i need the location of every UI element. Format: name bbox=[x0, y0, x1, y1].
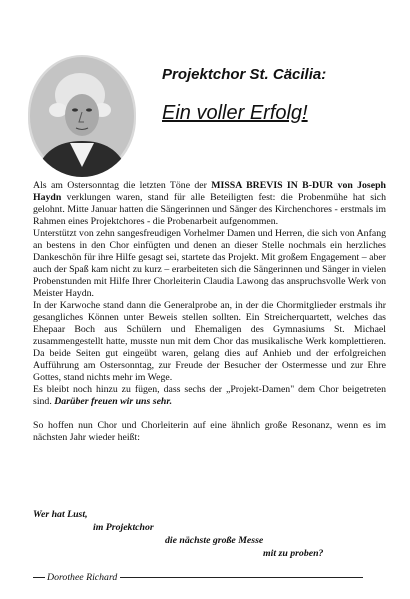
signature-rule-right bbox=[120, 577, 363, 578]
poem-line-2: im Projektchor bbox=[93, 522, 154, 533]
portrait-image bbox=[28, 55, 136, 177]
poem-line-1: Wer hat Lust, bbox=[33, 509, 88, 520]
emphasis-text: Darüber freuen wir uns sehr. bbox=[54, 396, 173, 407]
section-subtitle: Projektchor St. Cäcilia: bbox=[162, 66, 327, 83]
closing-poem bbox=[33, 508, 353, 560]
signature-line bbox=[33, 572, 363, 583]
paragraph-2: Unterstützt von zehn sangesfreudigen Vorhelmer Damen und Herren, die sich von Anfang an bestens in den Chor einfügten und denen an dieser Stelle nochmals ein herzliches Dankeschön für ihre Hilfe gesagt sei, startete das Projekt. Mit großem Engagement – aber auch der Spaß kam nicht zu kurz – erarbeiteten sich die Sängerinnen und Sänger in vielen Probenstunden mit Hilfe Ihrer Chorleiterin Claudia Lawong das anspruchsvolle Werk von Meister Haydn. bbox=[33, 228, 386, 299]
paragraph-4 bbox=[33, 384, 386, 408]
paragraph-1-start: Als am Ostersonntag die letzten Töne der bbox=[33, 180, 212, 191]
paragraph-1-end: verklungen waren, stand für alle Beteiligten fest: die Probenmühe hat sich gelohnt. Mitte Januar hatten die Sängerinnen und Sänger des Kirchenchores - erstmals im Rahmen eines Projektchores - die Probenarbeit aufgenommen. bbox=[33, 192, 386, 227]
signature-rule-left bbox=[33, 577, 45, 578]
article-body bbox=[33, 180, 386, 444]
paragraph-1 bbox=[33, 180, 386, 228]
work-title: MISSA BREVIS IN B-DUR von Joseph Haydn bbox=[33, 180, 386, 203]
spacer bbox=[33, 408, 386, 420]
author-name: Dorothee Richard bbox=[47, 572, 118, 583]
paragraph-5: So hoffen nun Chor und Chorleiterin auf eine ähnlich große Resonanz, wenn es im nächsten Jahr wieder heißt: bbox=[33, 420, 386, 443]
poem-line-4: mit zu proben? bbox=[263, 548, 324, 559]
paragraph-4-start: Es bleibt noch hinzu zu fügen, dass sechs der „Projekt-Damen" dem Chor beigetreten sind. bbox=[33, 384, 386, 407]
poem-line-3: die nächste große Messe bbox=[165, 535, 264, 546]
paragraph-3: In der Karwoche stand dann die Generalprobe an, in der die Chormitglieder erstmals ihr gesangliches Können unter Beweis stellen sollten. Ein Streicherquartett, welches das Ehepaar Boch aus Schülern und Ehemaligen des Gymnasiums St. Michael zusammengestellt hatte, musste nun mit dem Chor das musikalische Werk komplettieren. Da beide Seiten gut eingeübt waren, gelang dies auf Anhieb und der erfolgreichen Aufführung am Ostersonntag, zur Freude der Besucher der Ostermesse und zur Ehre Gottes, stand nichts mehr im Wege. bbox=[33, 300, 386, 383]
headline: Ein voller Erfolg! bbox=[162, 102, 308, 124]
